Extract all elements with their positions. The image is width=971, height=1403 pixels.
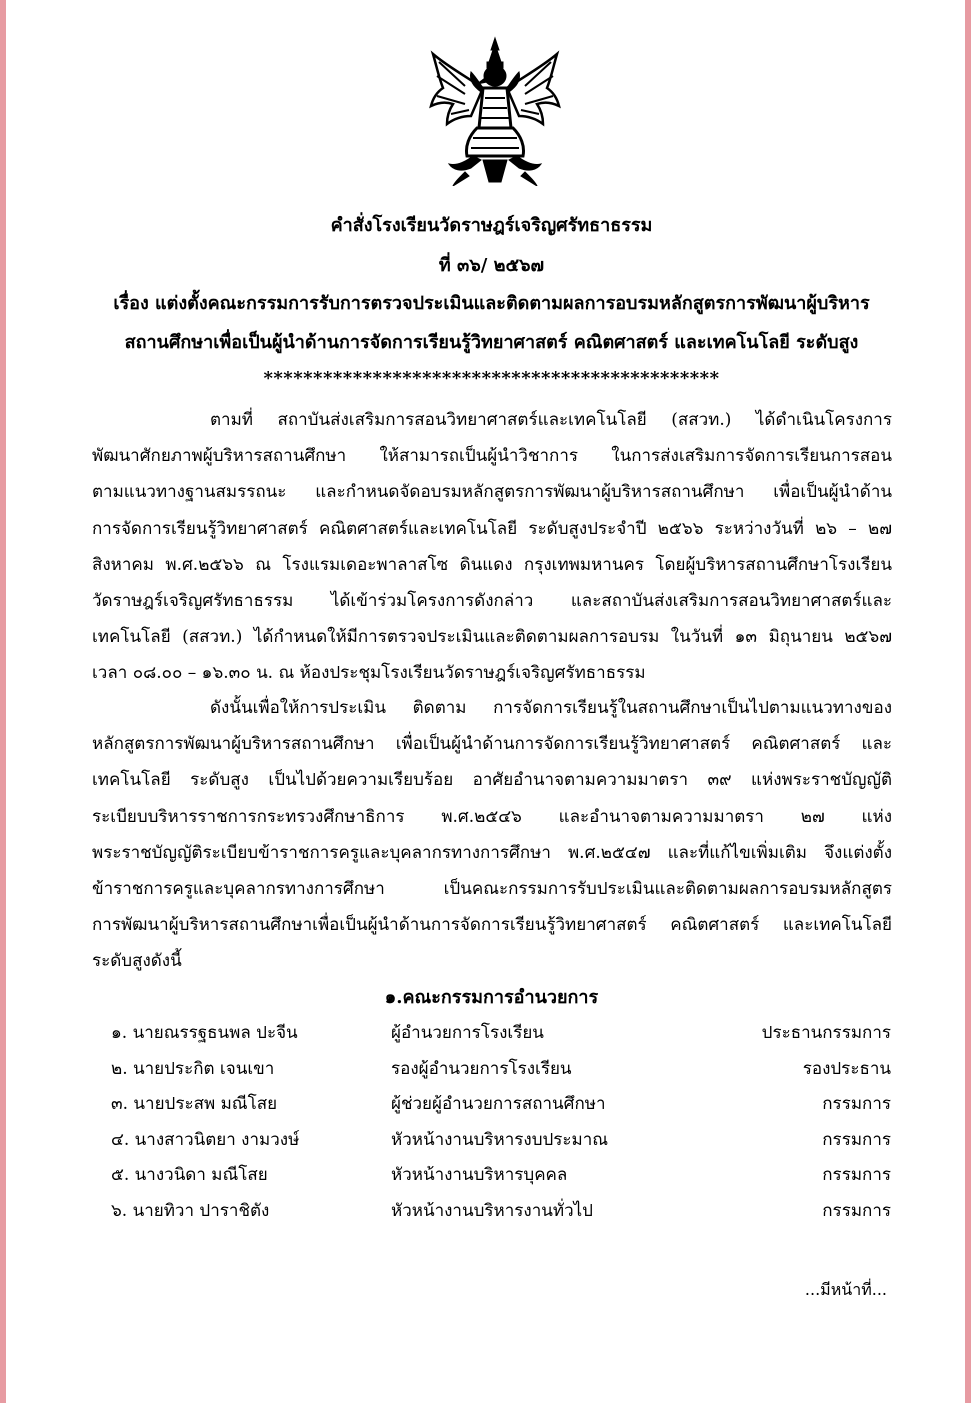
paragraph-line: ระเบียบบริหารราชการกระทรวงศึกษาธิการ พ.ศ.๒๕๔๖ และอำนาจตามความมาตรา ๒๗ แห่ง [92,806,892,827]
member-name: ๔. นางสาวนิตยา งามวงษ์ [111,1129,300,1150]
member-role: ประธานกรรมการ [761,1023,891,1043]
member-position: หัวหน้างานบริหารบุคคล [391,1165,568,1185]
committee-row [111,1015,891,1051]
paragraph-line: ระดับสูงดังนี้ [92,951,182,972]
member-name: ๒. นายประกิต เจนเขา [111,1058,275,1079]
order-title: คำสั่งโรงเรียนวัดราษฎร์เจริญศรัทธาธรรม [330,215,653,236]
member-position: รองผู้อำนวยการโรงเรียน [391,1058,572,1079]
paragraph-line: เวลา ๐๘.๐๐ – ๑๖.๓๐ น. ณ ห้องประชุมโรงเรียนวัดราษฎร์เจริญศรัทธาธรรม [92,663,646,684]
continuation-note: ...มีหน้าที่... [804,1280,887,1299]
paragraph-2 [92,690,892,980]
paragraph-line: เทคโนโลยี ระดับสูง เป็นไปด้วยความเรียบร้อย อาศัยอำนาจตามความมาตรา ๓๙ แห่งพระราชบัญญัติ [92,770,892,791]
separator-line: ********************************************** [263,368,720,389]
committee-row [111,1157,891,1193]
member-role: กรรมการ [822,1165,891,1185]
paragraph-line: หลักสูตรการพัฒนาผู้บริหารสถานศึกษา เพื่อเป็นผู้นำด้านการจัดการเรียนรู้วิทยาศาสตร์ คณิตศาสตร์ และ [92,734,892,755]
member-position: หัวหน้างานบริหารงานทั่วไป [391,1200,593,1221]
member-role: กรรมการ [822,1094,891,1114]
paragraph-line: การพัฒนาผู้บริหารสถานศึกษาเพื่อเป็นผู้นำด้านการจัดการเรียนรู้วิทยาศาสตร์ คณิตศาสตร์ และเทคโนโลยี [92,915,892,936]
paragraph-line: เทคโนโลยี (สสวท.) ได้กำหนดให้มีการตรวจประเมินและติดตามผลการอบรม ในวันที่ ๑๓ มิถุนายน ๒๕๖๗ [92,627,892,648]
paragraph-line: สิงหาคม พ.ศ.๒๕๖๖ ณ โรงแรมเดอะพาลาสโซ ดินแดง กรุงเทพมหานคร โดยผู้บริหารสถานศึกษาโรงเรียน [92,554,892,575]
paragraph-line: ข้าราชการครูและบุคลากรทางการศึกษา เป็นคณะกรรมการรับประเมินและติดตามผลการอบรมหลักสูตร [92,879,892,900]
committee-row [111,1122,891,1158]
subject-line-2: สถานศึกษาเพื่อเป็นผู้นำด้านการจัดการเรียนรู้วิทยาศาสตร์ คณิตศาสตร์ และเทคโนโลยี ระดับสูง [124,332,859,353]
paragraph-line: วัดราษฎร์เจริญศรัทธาธรรม ได้เข้าร่วมโครงการดังกล่าว และสถาบันส่งเสริมการสอนวิทยาศาสตร์และ [92,591,892,612]
garuda-emblem-icon [425,36,565,186]
member-role: กรรมการ [822,1200,891,1221]
paragraph-line: ดังนั้นเพื่อให้การประเมิน ติดตาม การจัดการเรียนรู้ในสถานศึกษาเป็นไปตามแนวทางของ [210,698,892,718]
member-name: ๕. นางวนิดา มณีโสย [111,1165,268,1185]
member-name: ๑. นายณรรฐธนพล ปะจีน [111,1023,298,1043]
member-position: ผู้ช่วยผู้อำนวยการสถานศึกษา [391,1094,606,1114]
member-role: กรรมการ [822,1129,891,1150]
member-position: หัวหน้างานบริหารงบประมาณ [391,1129,609,1150]
paragraph-line: ตามแนวทางฐานสมรรถนะ และกำหนดจัดอบรมหลักสูตรการพัฒนาผู้บริหารสถานศึกษา เพื่อเป็นผู้นำด้าน [92,482,892,503]
paragraph-line: พระราชบัญญัติระเบียบข้าราชการครูและบุคลากรทางการศึกษา พ.ศ.๒๕๔๗ และที่แก้ไขเพิ่มเติม จึงแต่งตั้ง [92,842,892,863]
paragraph-line: ตามที่ สถาบันส่งเสริมการสอนวิทยาศาสตร์และเทคโนโลยี (สสวท.) ได้ดำเนินโครงการ [210,410,892,430]
committee-row [111,1193,891,1229]
subject-line-1: เรื่อง แต่งตั้งคณะกรรมการรับการตรวจประเมินและติดตามผลการอบรมหลักสูตรการพัฒนาผู้บริหาร [113,293,870,314]
committee-row [111,1051,891,1087]
paragraph-1 [92,402,892,692]
member-position: ผู้อำนวยการโรงเรียน [391,1023,544,1043]
paragraph-line: พัฒนาศักยภาพผู้บริหารสถานศึกษา ให้สามารถเป็นผู้นำวิชาการ ในการส่งเสริมการจัดการเรียนการสอน [92,446,892,467]
committee-row [111,1086,891,1122]
member-name: ๖. นายทิวา ปาราชิตัง [111,1200,270,1221]
paragraph-line: การจัดการเรียนรู้วิทยาศาสตร์ คณิตศาสตร์และเทคโนโลยี ระดับสูงประจำปี ๒๕๖๖ ระหว่างวันที่ ๒๖ – ๒๗ [92,518,892,539]
member-role: รองประธาน [802,1058,891,1079]
committee-heading: ๑.คณะกรรมการอำนวยการ [384,987,599,1008]
order-number: ที่ ๓๖/ ๒๕๖๗ [438,255,545,276]
member-name: ๓. นายประสพ มณีโสย [111,1094,278,1114]
committee-list [111,1015,891,1228]
